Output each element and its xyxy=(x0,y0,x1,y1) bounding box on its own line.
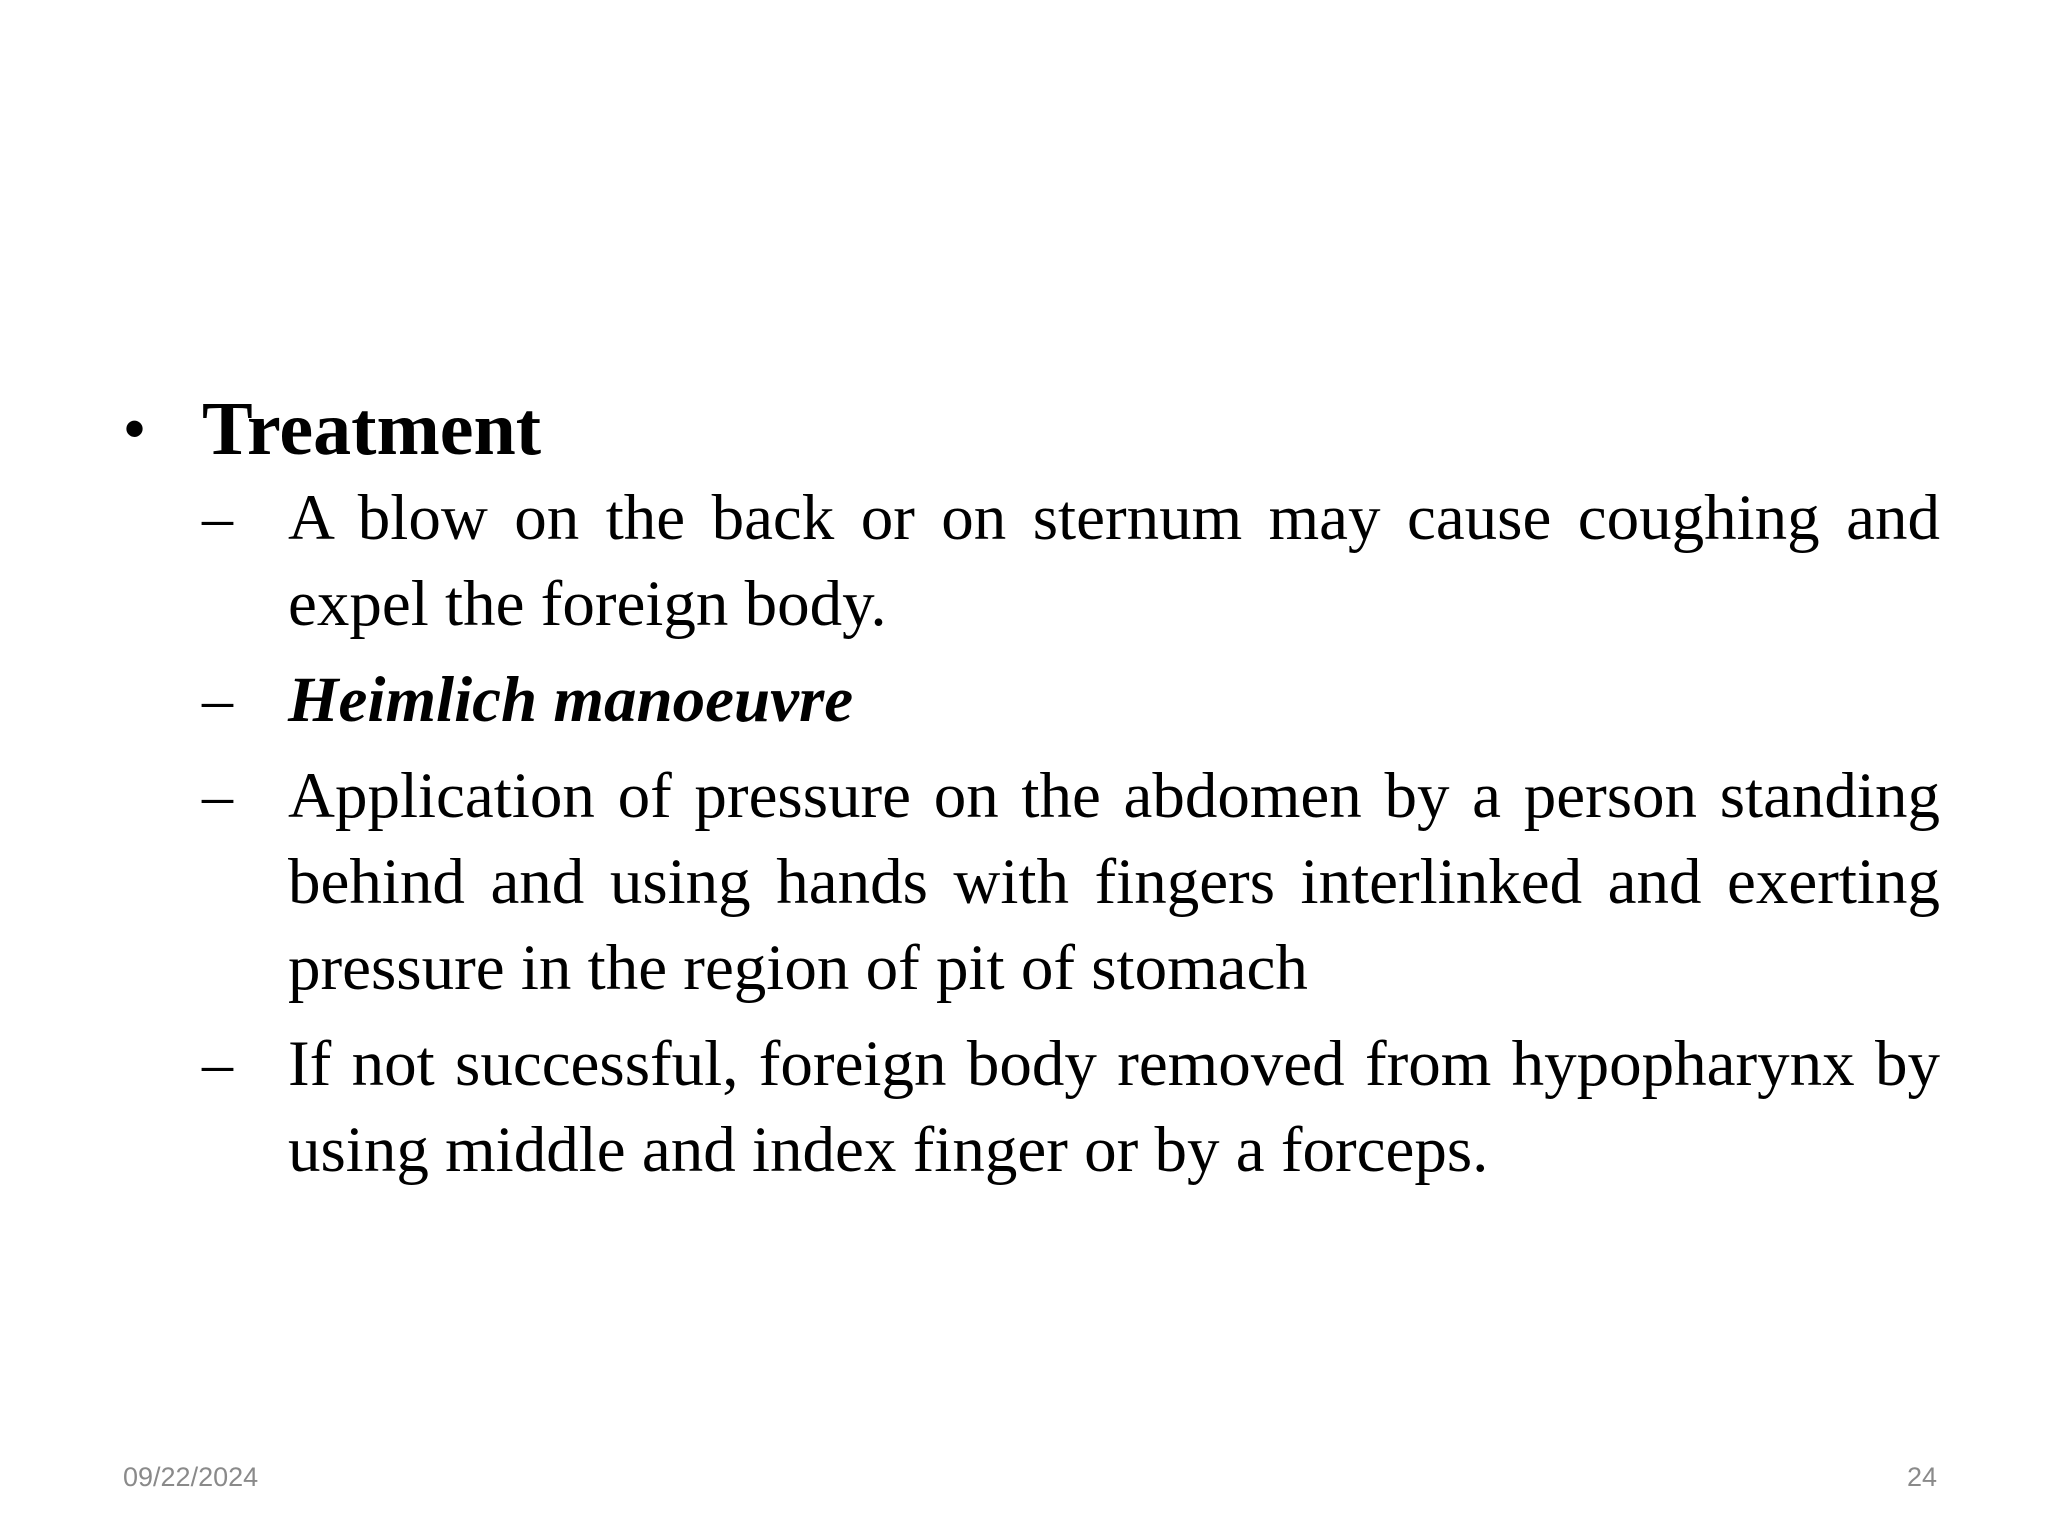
sub-bullet-3 xyxy=(202,753,1940,1011)
dash-icon: – xyxy=(202,484,233,552)
bullet-heading xyxy=(120,385,1940,473)
footer-page-number: 24 xyxy=(1906,1462,1937,1492)
sub-bullet-1 xyxy=(202,475,1940,647)
slide-body xyxy=(120,385,1940,1203)
heading-text: Treatment xyxy=(202,387,542,471)
dash-icon: – xyxy=(202,762,233,830)
sub-bullet-text: If not successful, foreign body removed from hypopharynx by using middle and index finger or by a forceps. xyxy=(288,1028,1940,1186)
dash-icon: – xyxy=(202,1030,233,1098)
sub-bullet-4 xyxy=(202,1021,1940,1193)
sub-bullet-text: Application of pressure on the abdomen by a person standing behind and using hands with fingers interlinked and exerting pressure in the region of pit of stomach xyxy=(288,760,1940,1004)
sub-bullet-2 xyxy=(202,657,1940,743)
bullet-dot-icon: • xyxy=(124,395,146,462)
footer-date: 09/22/2024 xyxy=(123,1462,259,1492)
dash-icon: – xyxy=(202,666,233,734)
sub-bullet-text: Heimlich manoeuvre xyxy=(288,664,854,736)
sub-bullet-text: A blow on the back or on sternum may cause coughing and expel the foreign body. xyxy=(288,482,1940,640)
